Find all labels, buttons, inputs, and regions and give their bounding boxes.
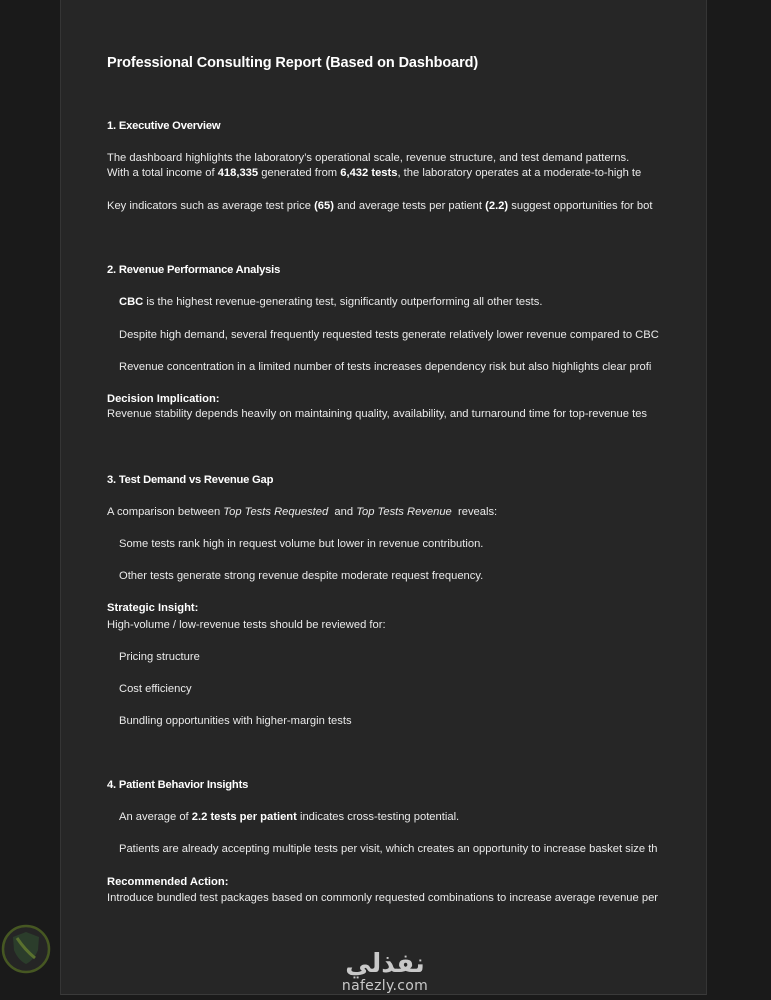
watermark-brand: [330, 950, 440, 994]
total-tests-value: 6,432 tests: [340, 167, 398, 179]
text-bold: 2.2 tests per patient: [191, 811, 297, 823]
bullet-item: Other tests generate strong revenue despite moderate request frequency.: [119, 570, 484, 582]
watermark-brand-url: nafezly.com: [341, 978, 429, 994]
text: A comparison between: [107, 506, 224, 518]
text: reveals:: [451, 506, 498, 518]
text-bold: CBC: [119, 296, 144, 308]
section-heading-demand-vs-revenue: 3. Test Demand vs Revenue Gap: [107, 474, 274, 486]
watermark-brand-arabic: نفذلي: [345, 949, 425, 979]
bullet-item: [119, 810, 459, 824]
paragraph: Revenue stability depends heavily on maintaining quality, availability, and turnaround time for top-revenue tes: [107, 408, 648, 420]
bullet-item: Some tests rank high in request volume but lower in revenue contribution.: [119, 538, 484, 550]
text: With a total income of: [107, 167, 218, 179]
text: generated from: [258, 167, 341, 179]
subheading-recommended-action: Recommended Action:: [107, 876, 229, 888]
bullet-item: Revenue concentration in a limited number of tests increases dependency risk but also highlights clear profi: [119, 361, 652, 373]
paragraph: [107, 166, 641, 180]
avg-test-price-value: (65): [314, 200, 334, 212]
section-heading-patient-behavior: 4. Patient Behavior Insights: [107, 779, 249, 791]
text: indicates cross-testing potential.: [296, 811, 460, 823]
text-italic: Top Tests Revenue: [356, 506, 452, 518]
total-income-value: 418,335: [217, 167, 259, 179]
text: is the highest revenue-generating test, significantly outperforming all other tests.: [143, 296, 543, 308]
avg-tests-per-patient-value: (2.2): [485, 200, 509, 212]
watermark-shield-logo-icon: [1, 924, 51, 974]
list-item: Cost efficiency: [119, 683, 192, 695]
paragraph: Introduce bundled test packages based on commonly requested combinations to increase average revenue per: [107, 892, 659, 904]
section-heading-executive-overview: 1. Executive Overview: [107, 120, 221, 132]
text: and: [328, 506, 357, 518]
list-item: Pricing structure: [119, 651, 200, 663]
text: and average tests per patient: [333, 200, 486, 212]
report-content: [107, 0, 663, 940]
section-heading-revenue-performance: 2. Revenue Performance Analysis: [107, 264, 281, 276]
paragraph: [107, 505, 497, 519]
text: Key indicators such as average test price: [107, 200, 315, 212]
paragraph: [107, 199, 652, 213]
report-title: Professional Consulting Report (Based on Dashboard): [107, 55, 479, 71]
subheading-decision-implication: Decision Implication:: [107, 393, 220, 405]
paragraph: High-volume / low-revenue tests should be reviewed for:: [107, 619, 386, 631]
text: suggest opportunities for bot: [508, 200, 653, 212]
list-item: Bundling opportunities with higher-margin tests: [119, 715, 352, 727]
document-page: [60, 0, 707, 995]
bullet-item: [119, 295, 543, 309]
paragraph: The dashboard highlights the laboratory’s operational scale, revenue structure, and test demand patterns.: [107, 152, 630, 164]
bullet-item: Despite high demand, several frequently requested tests generate relatively lower revenue compared to CBC: [119, 329, 659, 341]
text-italic: Top Tests Requested: [223, 506, 329, 518]
text: , the laboratory operates at a moderate-to-high te: [397, 167, 642, 179]
text: An average of: [119, 811, 192, 823]
subheading-strategic-insight: Strategic Insight:: [107, 602, 199, 614]
bullet-item: Patients are already accepting multiple tests per visit, which creates an opportunity to increase basket size th: [119, 843, 658, 855]
